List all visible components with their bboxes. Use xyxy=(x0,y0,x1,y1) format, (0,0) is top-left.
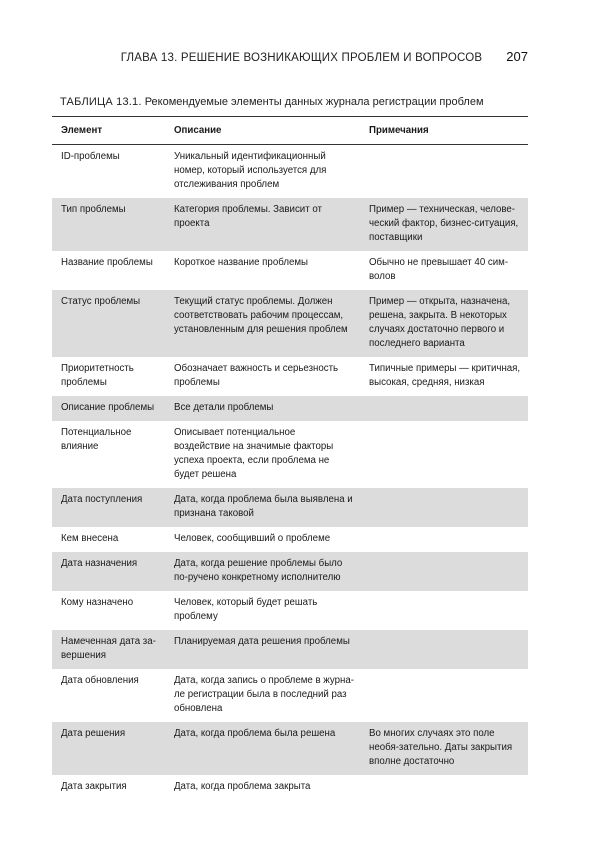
cell-description: Дата, когда запись о проблеме в журна-ле регистрации была в последний раз обновлена xyxy=(174,675,354,714)
cell-element: Описание проблемы xyxy=(61,402,155,413)
cell-description: Планируемая дата решения проблемы xyxy=(174,636,350,647)
cell-description: Описывает потенциальное воздействие на значимые факторы успеха проекта, если проблема не будет решена xyxy=(174,427,334,480)
cell-notes: Обычно не превышает 40 сим-волов xyxy=(369,257,509,282)
chapter-title: ГЛАВА 13. РЕШЕНИЕ ВОЗНИКАЮЩИХ ПРОБЛЕМ И ВОПРОСОВ xyxy=(120,52,483,64)
cell-description: Уникальный идентификационный номер, который используется для отслеживания проблем xyxy=(174,151,327,190)
table-row xyxy=(52,722,528,775)
cell-element: Название проблемы xyxy=(61,257,153,268)
cell-notes xyxy=(360,630,528,669)
cell-element: Приоритетность проблемы xyxy=(61,363,134,388)
cell-element: Дата назначения xyxy=(61,558,138,569)
table-row xyxy=(52,527,528,552)
cell-notes: Пример — открыта, назначена, решена, закрыта. В некоторых случаях достаточно первого и последнего варианта xyxy=(369,296,511,349)
cell-element: Дата решения xyxy=(61,728,126,739)
table-body xyxy=(52,145,528,800)
table-caption-text: Рекомендуемые элементы данных журнала регистрации проблем xyxy=(144,96,484,108)
cell-description: Дата, когда проблема закрыта xyxy=(174,781,311,792)
cell-notes: Типичные примеры — критичная, высокая, средняя, низкая xyxy=(369,363,521,388)
cell-element: Дата закрытия xyxy=(61,781,127,792)
column-header-element: Элемент xyxy=(61,125,103,136)
cell-notes xyxy=(360,669,528,722)
table-row xyxy=(52,145,528,198)
table-header-row xyxy=(52,117,528,145)
cell-notes xyxy=(360,552,528,591)
cell-notes: Пример — техническая, челове-ческий фактор, бизнес-ситуация, поставщики xyxy=(369,204,519,243)
cell-description: Дата, когда проблема была решена xyxy=(174,728,336,739)
table-row xyxy=(52,357,528,396)
cell-notes: Во многих случаях это поле необя-зательно. Даты закрытия вполне достаточно xyxy=(369,728,513,767)
cell-element: Дата поступления xyxy=(61,494,143,505)
table-caption-label: ТАБЛИЦА 13.1. xyxy=(60,96,142,108)
table-row xyxy=(52,290,528,357)
cell-notes xyxy=(360,488,528,527)
cell-description: Дата, когда проблема была выявлена и признана таковой xyxy=(174,494,353,519)
cell-element: Потенциальное влияние xyxy=(61,427,132,452)
issue-log-table xyxy=(52,116,528,800)
cell-description: Текущий статус проблемы. Должен соответствовать рабочим процессам, установленным для решения проблем xyxy=(174,296,348,335)
table-row xyxy=(52,251,528,290)
cell-element: Кому назначено xyxy=(61,597,134,608)
cell-description: Обозначает важность и серьезность проблемы xyxy=(174,363,339,388)
cell-description: Человек, сообщивший о проблеме xyxy=(174,533,331,544)
page-number: 207 xyxy=(506,49,528,64)
cell-element: ID-проблемы xyxy=(61,151,120,162)
table-row xyxy=(52,421,528,488)
table-row xyxy=(52,630,528,669)
cell-notes xyxy=(360,421,528,488)
column-header-notes: Примечания xyxy=(369,125,429,136)
cell-description: Все детали проблемы xyxy=(174,402,274,413)
cell-description: Человек, который будет решать проблему xyxy=(174,597,318,622)
table-row xyxy=(52,775,528,800)
table-caption xyxy=(60,96,540,108)
table-row xyxy=(52,198,528,251)
table-row xyxy=(52,488,528,527)
cell-notes xyxy=(360,145,528,198)
cell-notes xyxy=(360,591,528,630)
cell-element: Тип проблемы xyxy=(61,204,126,215)
cell-description: Дата, когда решение проблемы было по-ручено конкретному исполнителю xyxy=(174,558,343,583)
table-row xyxy=(52,396,528,421)
cell-description: Категория проблемы. Зависит от проекта xyxy=(174,204,322,229)
cell-notes xyxy=(360,775,528,800)
table-row xyxy=(52,552,528,591)
cell-notes xyxy=(360,527,528,552)
cell-element: Дата обновления xyxy=(61,675,139,686)
column-header-description: Описание xyxy=(174,125,222,136)
cell-element: Намеченная дата за-вершения xyxy=(61,636,156,661)
cell-element: Кем внесена xyxy=(61,533,119,544)
cell-notes xyxy=(360,396,528,421)
cell-element: Статус проблемы xyxy=(61,296,141,307)
running-header xyxy=(60,49,528,64)
cell-description: Короткое название проблемы xyxy=(174,257,308,268)
table-row xyxy=(52,591,528,630)
table-row xyxy=(52,669,528,722)
